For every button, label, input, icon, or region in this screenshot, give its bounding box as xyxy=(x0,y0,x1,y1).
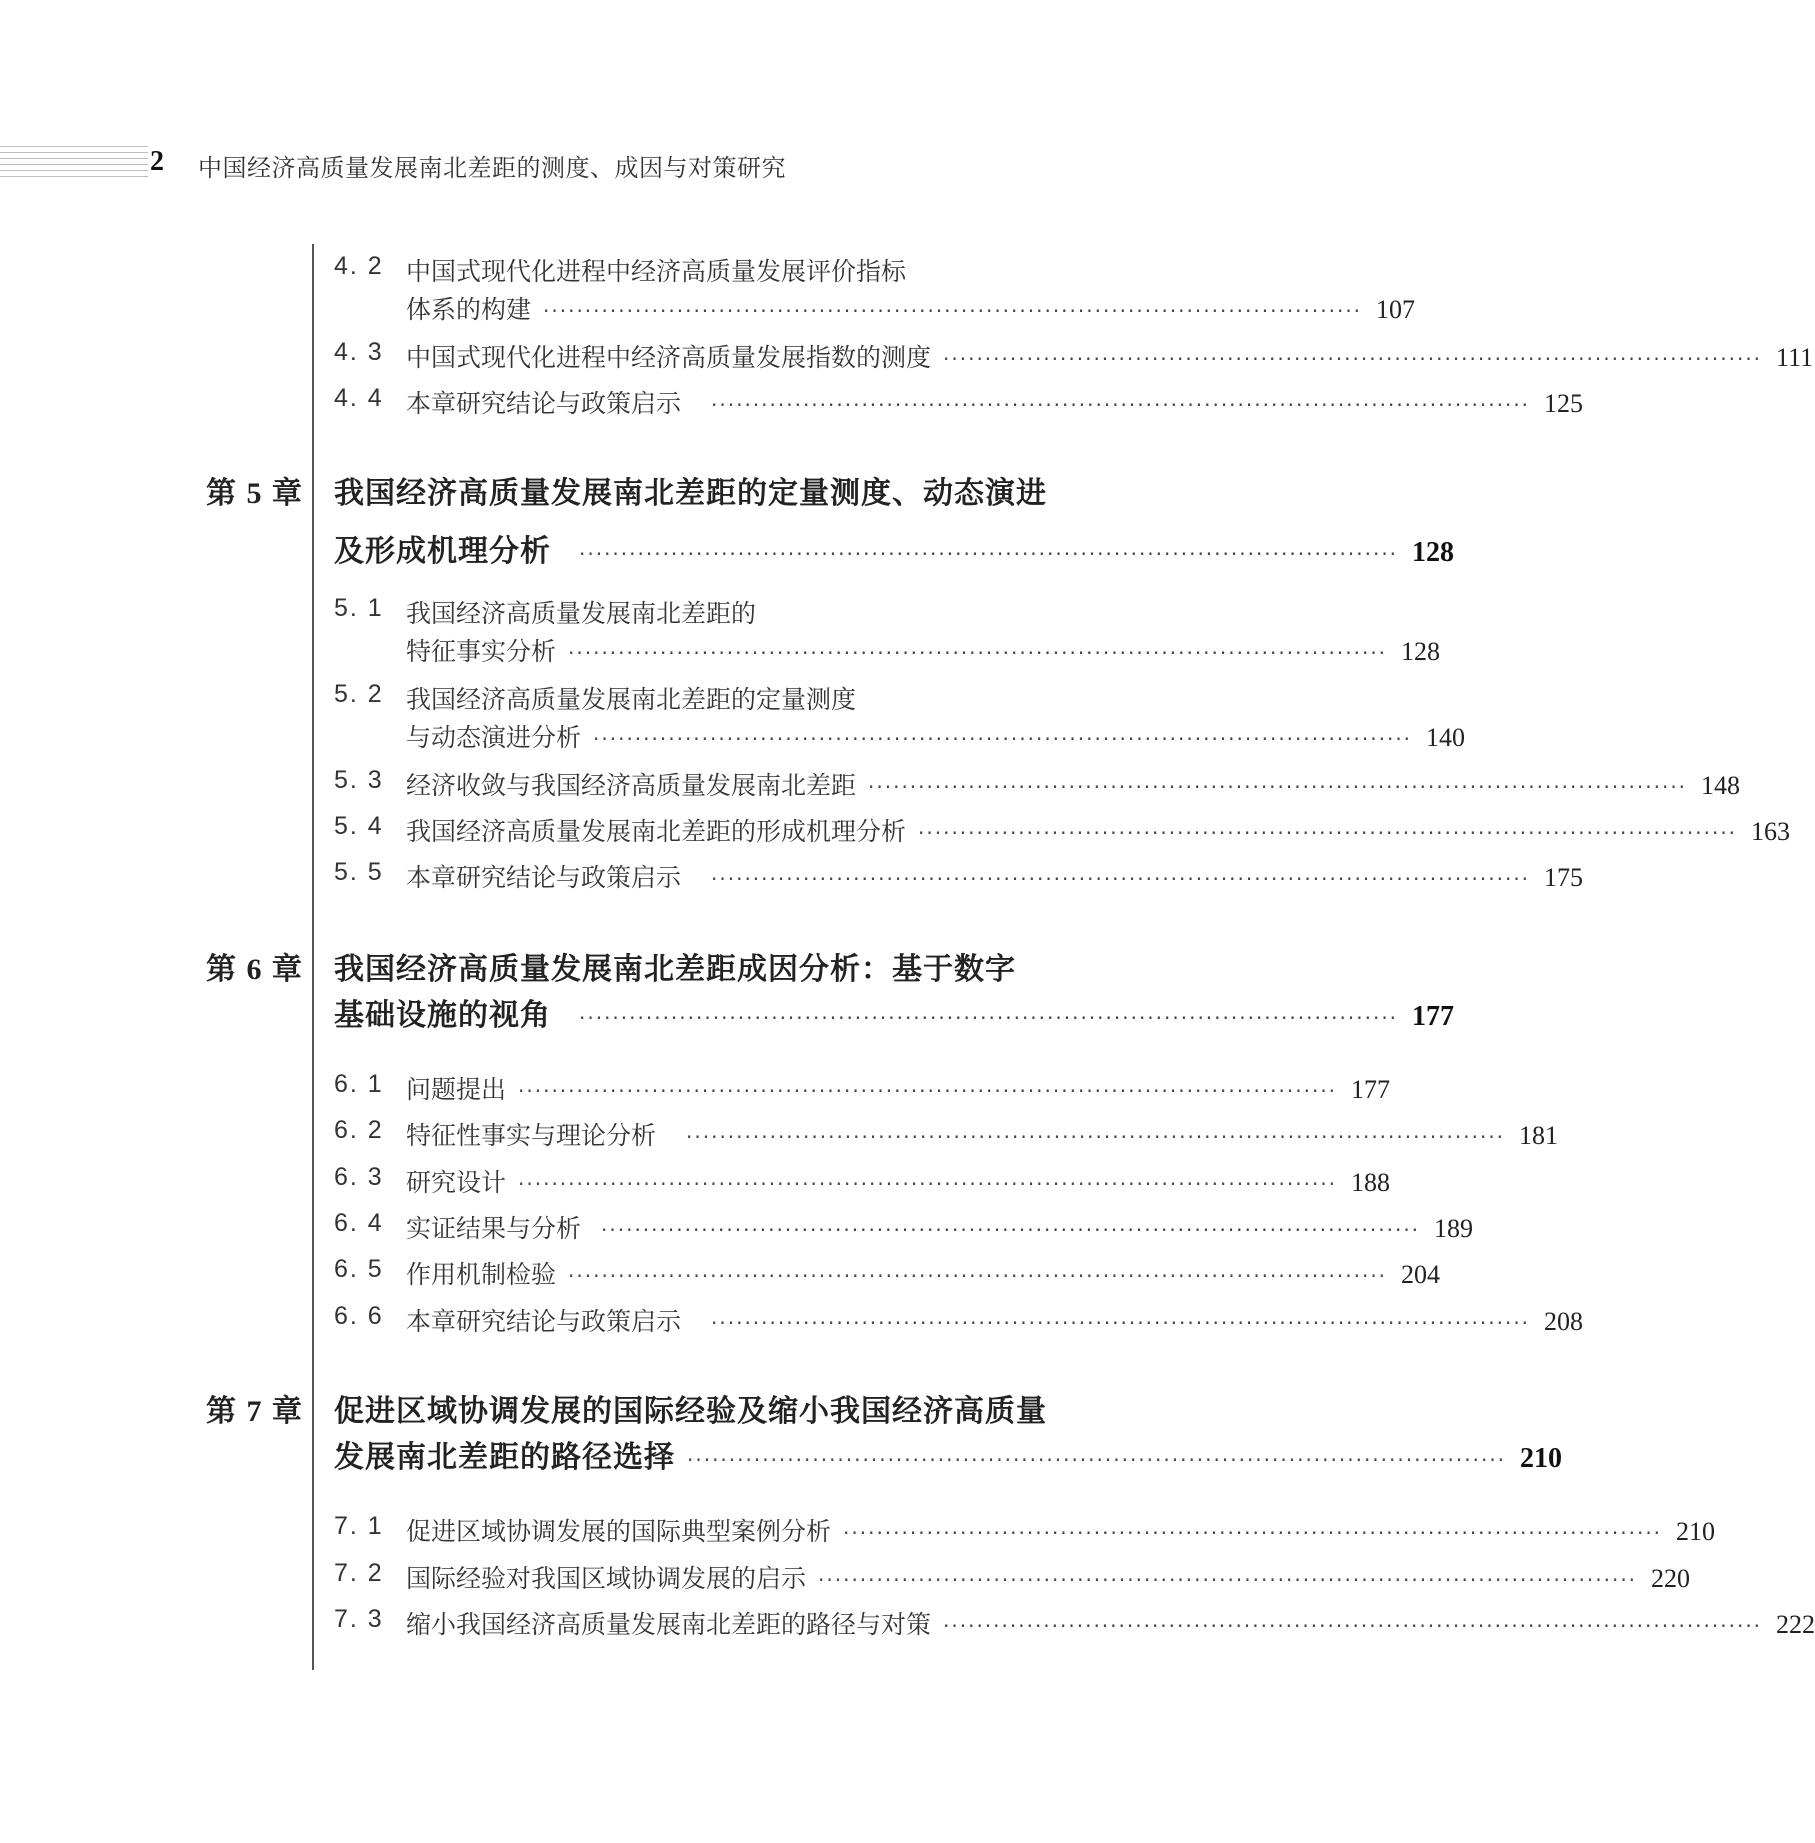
chapter-label: 第 6 章 xyxy=(206,952,302,987)
section-title: 实证结果与分析 xyxy=(406,1214,582,1243)
chapter-title-line2: 及形成机理分析 xyxy=(334,534,551,569)
section-title: 中国式现代化进程中经济高质量发展指数的测度 xyxy=(406,343,932,372)
leader-dots: ·································································································· xyxy=(918,821,1738,845)
leader-dots: ·································································································· xyxy=(943,347,1763,371)
page-ref: 111 xyxy=(1776,343,1814,372)
section-number: 4. 3 xyxy=(334,338,384,366)
leader-dots: ·································································································· xyxy=(568,1264,1388,1288)
leader-dots: ·································································································· xyxy=(543,299,1363,323)
section-title-line2: 与动态演进分析 xyxy=(406,723,582,752)
section-title-line2: 特征事实分析 xyxy=(406,637,557,666)
leader-dots: ·································································································· xyxy=(711,1311,1531,1335)
page-ref: 128 xyxy=(1401,637,1441,666)
page-ref: 188 xyxy=(1351,1168,1391,1197)
section-title: 缩小我国经济高质量发展南北差距的路径与对策 xyxy=(406,1610,932,1639)
chapter-title-line1: 我国经济高质量发展南北差距成因分析：基于数字 xyxy=(334,952,1016,987)
leader-dots: ·································································································· xyxy=(868,775,1688,799)
page-ref: 220 xyxy=(1651,1564,1691,1593)
section-title-line1: 我国经济高质量发展南北差距的 xyxy=(406,599,757,628)
section-title: 我国经济高质量发展南北差距的形成机理分析 xyxy=(406,817,907,846)
leader-dots: ·································································································· xyxy=(711,867,1531,891)
page-ref: 148 xyxy=(1701,771,1741,800)
section-title: 本章研究结论与政策启示 xyxy=(406,863,682,892)
page-ref: 128 xyxy=(1412,537,1455,568)
page-ref: 177 xyxy=(1412,1001,1455,1032)
toc-vertical-rule xyxy=(312,244,314,1670)
leader-dots: ·································································································· xyxy=(593,727,1413,751)
section-title: 研究设计 xyxy=(406,1168,507,1197)
chapter-title-line2: 基础设施的视角 xyxy=(334,998,551,1033)
section-title: 本章研究结论与政策启示 xyxy=(406,389,682,418)
page-ref: 222 xyxy=(1776,1610,1815,1639)
leader-dots: ·································································································· xyxy=(711,393,1531,417)
leader-dots: ·································································································· xyxy=(518,1079,1338,1103)
running-title: 中国经济高质量发展南北差距的测度、成因与对策研究 xyxy=(198,154,786,182)
leader-dots: ·································································································· xyxy=(518,1172,1338,1196)
section-number: 6. 5 xyxy=(334,1255,384,1283)
chapter-title-line1: 促进区域协调发展的国际经验及缩小我国经济高质量 xyxy=(334,1394,1047,1429)
section-number: 7. 2 xyxy=(334,1559,384,1587)
chapter-title-line2: 发展南北差距的路径选择 xyxy=(334,1440,675,1475)
section-number: 4. 4 xyxy=(334,384,384,412)
section-number: 6. 2 xyxy=(334,1116,384,1144)
page-ref: 175 xyxy=(1544,863,1584,892)
page-ref: 204 xyxy=(1401,1260,1441,1289)
page-ref: 140 xyxy=(1426,723,1466,752)
leader-dots: ·································································································· xyxy=(579,1006,1399,1030)
leader-dots: ·································································································· xyxy=(943,1614,1763,1638)
section-number: 5. 2 xyxy=(334,680,384,708)
section-title: 本章研究结论与政策启示 xyxy=(406,1307,682,1336)
section-number: 7. 3 xyxy=(334,1605,384,1633)
section-number: 5. 5 xyxy=(334,858,384,886)
leader-dots: ·································································································· xyxy=(568,641,1388,665)
section-title: 作用机制检验 xyxy=(406,1260,557,1289)
section-title-line1: 我国经济高质量发展南北差距的定量测度 xyxy=(406,685,857,714)
section-number: 5. 1 xyxy=(334,594,384,622)
section-title: 问题提出 xyxy=(406,1075,507,1104)
page-ref: 189 xyxy=(1434,1214,1474,1243)
section-number: 5. 3 xyxy=(334,766,384,794)
leader-dots: ·································································································· xyxy=(686,1125,1506,1149)
section-title: 促进区域协调发展的国际典型案例分析 xyxy=(406,1517,832,1546)
section-title: 国际经验对我国区域协调发展的启示 xyxy=(406,1564,807,1593)
section-number: 6. 6 xyxy=(334,1302,384,1330)
section-number: 6. 1 xyxy=(334,1070,384,1098)
section-title: 经济收敛与我国经济高质量发展南北差距 xyxy=(406,771,857,800)
page-ref: 177 xyxy=(1351,1075,1391,1104)
header-rule-lines xyxy=(0,146,148,182)
section-title-line1: 中国式现代化进程中经济高质量发展评价指标 xyxy=(406,257,907,286)
section-title: 特征性事实与理论分析 xyxy=(406,1121,657,1150)
page-ref: 210 xyxy=(1520,1443,1563,1474)
leader-dots: ·································································································· xyxy=(579,542,1399,566)
page-ref: 163 xyxy=(1751,817,1791,846)
section-number: 4. 2 xyxy=(334,252,384,280)
leader-dots: ·································································································· xyxy=(818,1568,1638,1592)
section-number: 7. 1 xyxy=(334,1512,384,1540)
page-ref: 107 xyxy=(1376,295,1416,324)
section-title-line2: 体系的构建 xyxy=(406,295,532,324)
chapter-title-line1: 我国经济高质量发展南北差距的定量测度、动态演进 xyxy=(334,476,1047,511)
section-number: 5. 4 xyxy=(334,812,384,840)
page-ref: 181 xyxy=(1519,1121,1559,1150)
chapter-label: 第 7 章 xyxy=(206,1394,302,1429)
leader-dots: ·································································································· xyxy=(601,1218,1421,1242)
leader-dots: ·································································································· xyxy=(843,1521,1663,1545)
chapter-label: 第 5 章 xyxy=(206,476,302,511)
page-ref: 125 xyxy=(1544,389,1584,418)
page-ref: 208 xyxy=(1544,1307,1584,1336)
section-number: 6. 3 xyxy=(334,1163,384,1191)
section-number: 6. 4 xyxy=(334,1209,384,1237)
page-number: 2 xyxy=(150,146,164,177)
leader-dots: ·································································································· xyxy=(687,1448,1507,1472)
page-ref: 210 xyxy=(1676,1517,1716,1546)
